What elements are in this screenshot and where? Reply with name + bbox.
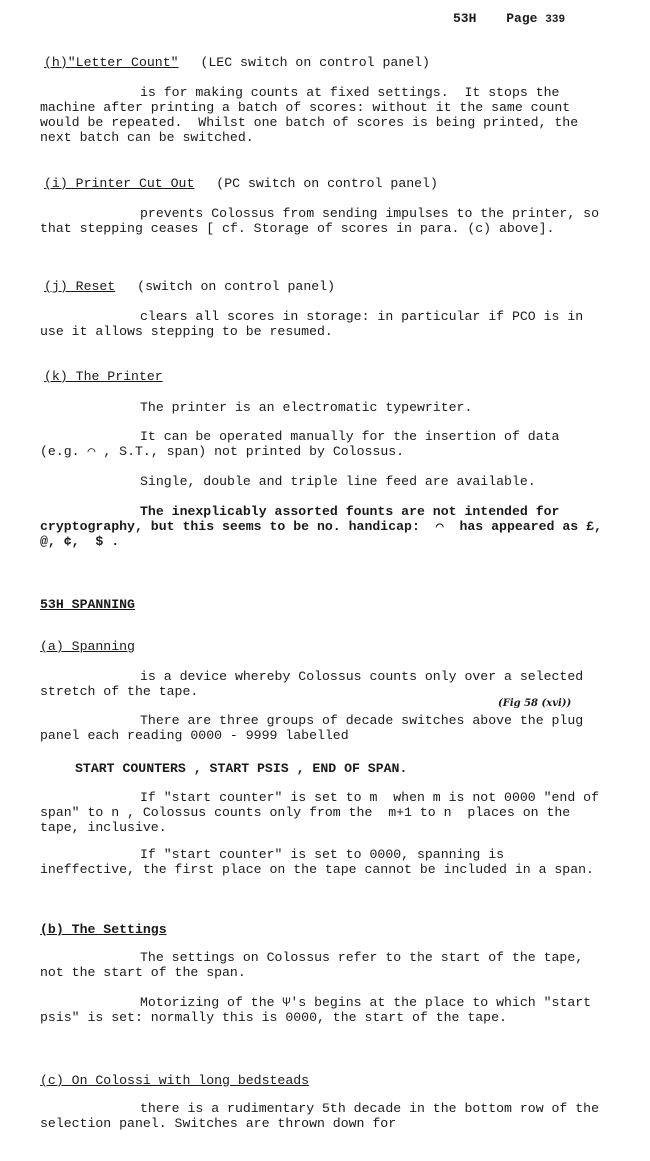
section-h-note: (LEC switch on control panel) [200, 55, 430, 70]
spanning-a-p4: If "start counter" is set to 0000, spanning is ineffective, the first place on the tape cannot be included in a span. [40, 847, 594, 877]
spanning-b-p2: Motorizing of the Ψ's begins at the place to which "start psis" is set: normally this is 0000, the start of the tape. [40, 995, 600, 1025]
section-k-p2: It can be operated manually for the insertion of data (e.g. ⌒ , S.T., span) not printed by Colossus. [40, 429, 568, 459]
section-k-title: (k) The Printer [44, 369, 163, 384]
section-i-note: (PC switch on control panel) [216, 176, 438, 191]
page-number: 339 [545, 14, 566, 26]
section-j-heading [44, 279, 335, 294]
spanning-title: 53H SPANNING [40, 597, 135, 612]
spanning-b-heading [40, 922, 167, 937]
section-k-p1: The printer is an electromatic typewriter. [140, 400, 473, 415]
spanning-b-p1: The settings on Colossus refer to the start of the tape, not the start of the span. [40, 950, 592, 980]
page-label: Page [506, 11, 538, 26]
section-h-title: (h)"Letter Count" [44, 55, 179, 70]
spanning-c-title: (c) On Colossi with long bedsteads [40, 1073, 310, 1088]
spanning-c-p1: there is a rudimentary 5th decade in the bottom row of the selection panel. Switches are thrown down for [40, 1101, 607, 1131]
section-h-body: is for making counts at fixed settings. It stops the machine after printing a batch of scores: without it the same count would be repeated. Whilst one batch of scores is being printed, the next batch can be switched. [40, 85, 587, 145]
section-j-note: (switch on control panel) [137, 279, 336, 294]
spanning-a-labels: START COUNTERS , START PSIS , END OF SPAN. [75, 761, 408, 776]
section-number: 53H [453, 11, 477, 26]
section-i-body: prevents Colossus from sending impulses to the printer, so that stepping ceases [ cf. Storage of scores in para. (c) above]. [40, 206, 607, 236]
section-k-heading [44, 369, 163, 384]
spanning-a-p2: There are three groups of decade switches above the plug panel each reading 0000 - 9999 labelled [40, 713, 592, 743]
spanning-a-title: (a) Spanning [40, 639, 135, 654]
spanning-a-p1: is a device whereby Colossus counts only over a selected stretch of the tape. [40, 669, 592, 699]
section-h-heading [44, 55, 430, 70]
section-j-body: clears all scores in storage: in particular if PCO is in use it allows stepping to be resumed. [40, 309, 592, 339]
spanning-c-heading [40, 1073, 309, 1088]
section-k-p3: Single, double and triple line feed are available. [140, 474, 536, 489]
spanning-a-p3: If "start counter" is set to m when m is not 0000 "end of span" to n , Colossus counts only from the m+1 to n places on the tape, inclusive. [40, 790, 607, 835]
spanning-b-title: (b) The Settings [40, 922, 167, 937]
section-i-title: (i) Printer Cut Out [44, 176, 195, 191]
page-header [453, 11, 565, 28]
spanning-a-heading [40, 639, 135, 654]
handwritten-annotation: (Fig 58 (xvi)) [498, 698, 572, 709]
section-k-p4: The inexplicably assorted founts are not intended for cryptography, but this seems to be no. handicap: ⌒ has appeared as £, @, ¢, $ . [40, 504, 610, 549]
section-i-heading [44, 176, 438, 191]
section-j-title: (j) Reset [44, 279, 116, 294]
